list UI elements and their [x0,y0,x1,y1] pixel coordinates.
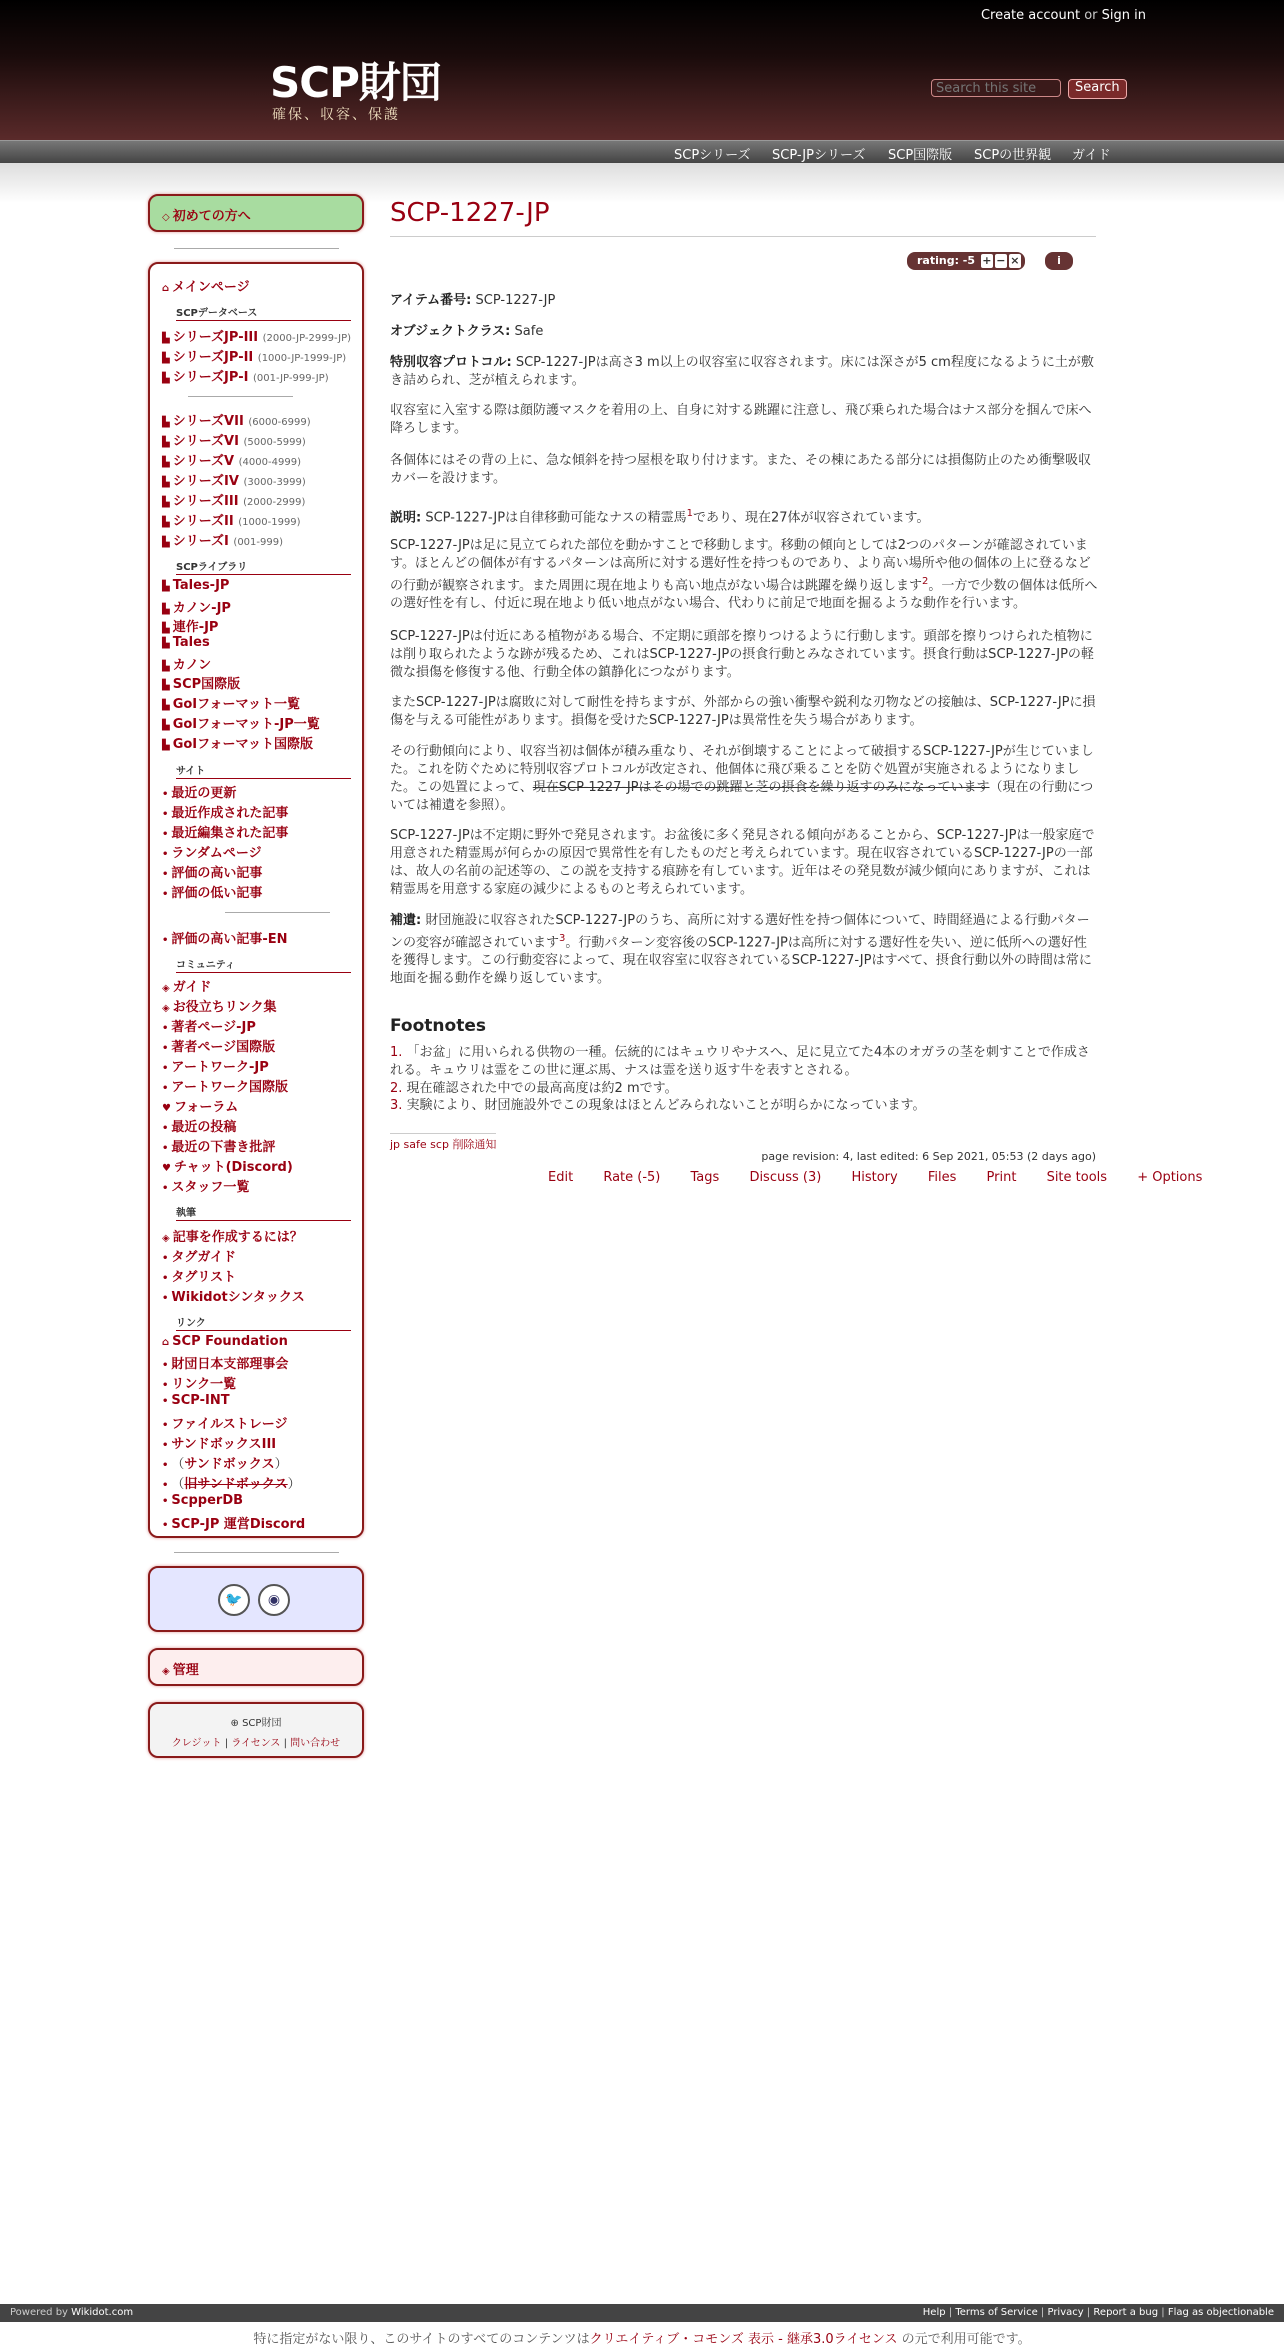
addendum: 補遺: 財団施設に収容されたSCP-1227-JPのうち、高所に対する選好性を持つ個体について、時間経過による行動パターンの変容が確認されています$^3$。行動パターン変容後のSCP-1227-JPは高所に対する選好性を失い、逆に低所への選好性を獲得します。この行動変容によって、現在収容室に収容されているSCP-1227-JPはすべて、摂食行動以外の時間は常に地面を掘る動作を繰り返しています。 [390,913,1092,987]
sign-in-link[interactable]: Sign in [1101,8,1146,23]
page-title: SCP-1227-JP [390,198,550,228]
sidebar-item-scp-int-link[interactable]: • SCP-INT [162,1393,230,1408]
sidebar-item-series-6[interactable]: ▙ シリーズVI (5000-5999) [162,434,306,449]
nav-scp-international[interactable]: SCP国際版 [888,148,953,163]
sidebar-item-guide[interactable]: ◈ ガイド [162,980,212,995]
sidebar-item-tag-guide[interactable]: • タグガイド [162,1250,237,1265]
report-bug-link[interactable]: Report a bug [1093,2307,1159,2318]
separator: | [283,1738,287,1749]
sidebar-item-lowest-rated[interactable]: • 評価の低い記事 [162,886,263,901]
rate-down-button[interactable]: − [996,254,1006,267]
sidebar-item-series-1[interactable]: ▙ シリーズI (001-999) [162,534,284,549]
rating-info-button[interactable]: i [1045,252,1073,270]
divider [174,248,339,249]
tags-button[interactable]: Tags [690,1170,720,1185]
first-time-box [148,194,364,232]
nav-guide[interactable]: ガイド [1072,148,1111,163]
tag-link[interactable]: 削除通知 [452,1138,497,1151]
sidebar-item-scpperdb[interactable]: • ScpperDB [162,1493,244,1508]
sidebar-item-tales[interactable]: ▙ Tales [162,635,210,650]
sidebar-item-scp-int[interactable]: ▙ SCP国際版 [162,677,241,692]
paragraph: またSCP-1227-JPは腐敗に対して耐性を持ちますが、外部からの強い衝撃や鋭利な刃物などの接触は、SCP-1227-JPに損傷を与える可能性があります。損傷を受けたSCP-1227-JPは異常性を失う場合があります。 [390,695,1096,728]
help-link[interactable]: Help [922,2307,946,2318]
item-number: アイテム番号: SCP-1227-JP [390,293,556,308]
sidebar-item-how-to-write[interactable]: ◈ 記事を作成するには？ [162,1230,303,1245]
sidebar-item-draft-critique[interactable]: • 最近の下書き批評 [162,1140,276,1155]
sidebar-footer-org: ⊕ SCP財団 [230,1718,282,1729]
footnote: 3. 実験により、財団施設外でこの現象はほとんどみられないことが明らかになっています。 [390,1098,926,1113]
tag-link[interactable]: scp [430,1138,449,1151]
tag-link[interactable]: safe [403,1138,427,1151]
contact-link[interactable]: 問い合わせ [290,1738,341,1749]
sidebar-item-recently-created[interactable]: • 最近作成された記事 [162,806,289,821]
nav-scp-jp-series[interactable]: SCP-JPシリーズ [772,148,866,163]
twitter-icon[interactable]: 🐦 [218,1584,250,1616]
nav-scp-world[interactable]: SCPの世界観 [974,148,1052,163]
page-revision-info: page revision: 4, last edited: 6 Sep 2021, 05:53 (2 days ago) [761,1150,1096,1163]
page-tags [390,1133,496,1152]
title-divider [390,236,1096,237]
object-class: オブジェクトクラス: Safe [390,324,544,339]
sidebar-item-forum[interactable]: ♥ フォーラム [162,1100,239,1115]
footnote: 2. 現在確認された中での最高高度は約2 mです。 [390,1081,678,1096]
license-link[interactable]: ライセンス [231,1738,281,1749]
nav-scp-series[interactable]: SCPシリーズ [674,148,751,163]
footnotes-heading: Footnotes [390,1016,486,1036]
rating-module [907,252,1025,270]
sidebar-item-series-jp[interactable]: ▙ 連作-JP [162,620,219,635]
edit-button[interactable]: Edit [548,1170,574,1185]
page-options-bar [548,1170,1228,1185]
section-heading-library: SCPライブラリ [176,558,351,575]
discord-icon[interactable]: ◉ [258,1584,290,1616]
description: 説明: SCP-1227-JPは自律移動可能なナスの精霊馬$^1$であり、現在27体が収容されています。 [390,508,930,526]
sidebar-item-recently-edited[interactable]: • 最近編集された記事 [162,826,289,841]
social-box [148,1566,364,1632]
sidebar-item-recent-changes[interactable]: • 最近の更新 [162,786,237,801]
section-heading-site: サイト [176,762,351,779]
terms-link[interactable]: Terms of Service [955,2307,1038,2318]
sidebar-item-first-time[interactable]: ◇ 初めての方へ [162,209,251,224]
divider [188,396,293,397]
wikidot-link[interactable]: Wikidot.com [71,2307,134,2318]
admin-box [148,1648,364,1686]
sidebar-item-admin[interactable]: ◈ 管理 [162,1663,199,1678]
sidebar-item-tag-list[interactable]: • タグリスト [162,1270,237,1285]
create-account-link[interactable]: Create account [980,8,1081,23]
files-button[interactable]: Files [927,1170,957,1185]
footnote-backlink-3[interactable]: 3. [390,1098,403,1113]
sidebar-item-recent-posts[interactable]: • 最近の投稿 [162,1120,237,1135]
sidebar-item-scp-foundation[interactable]: ⌂ SCP Foundation [162,1334,288,1349]
sidebar-item-series-4[interactable]: ▙ シリーズIV (3000-3999) [162,474,306,489]
sidebar-footer-links [150,1734,362,1749]
sidebar-item-useful-links[interactable]: ◈ お役立ちリンク集 [162,1000,277,1015]
sidebar-item-jp-series-2[interactable]: ▙ シリーズJP-II (1000-JP-1999-JP) [162,350,347,365]
sidebar-menu [148,262,364,1538]
rate-up-button[interactable]: + [982,254,992,267]
license-notice: 特に指定がない限り、このサイトのすべてのコンテンツはクリエイティブ・コモンズ 表示 - 継承3.0ライセンス の元で利用可能です。 [253,2332,1031,2347]
tag-link[interactable]: jp [390,1138,401,1151]
site-logo[interactable]: SCP財団 [270,58,441,107]
sidebar-item-main-page[interactable]: ⌂ メインページ [162,280,250,295]
sidebar-item-canon-jp[interactable]: ▙ カノン-JP [162,601,231,616]
sidebar-item-tales-jp[interactable]: ▙ Tales-JP [162,578,230,593]
paragraph: SCP-1227-JPは足に見立てられた部位を動かすことで移動します。移動の傾向としては2つのパターンが確認されています。ほとんどの個体が有するパターンは高所に対する選好性を持つものであり、より高い場所や他の個体の上に登るなどの行動が観察されます。また周囲に現在地よりも高い地点がない場合は跳躍を繰り返します$^2$。一方で少数の個体は低所への選好性を有し、付近に現在地より低い地点がない場合、代わりに前足で地面を掘るような動作を行います。 [390,538,1098,612]
sidebar-item-wikidot-syntax[interactable]: • Wikidotシンタックス [162,1290,305,1305]
sidebar-item-staff-list[interactable]: • スタッフ一覧 [162,1180,250,1195]
sidebar-item-series-7[interactable]: ▙ シリーズVII (6000-6999) [162,414,311,429]
sidebar-item-canon[interactable]: ▙ カノン [162,658,212,673]
paragraph: 収容室に入室する際は顔防護マスクを着用の上、自身に対する跳躍に注意し、飛び乗られた場合はナス部分を掴んで床へ降ろします。 [390,403,1092,436]
search-input[interactable] [931,79,1061,97]
sidebar-item-goi-jp-list[interactable]: ▙ GoIフォーマット-JP一覧 [162,717,320,732]
rate-cancel-button[interactable]: × [1010,254,1020,267]
sidebar-item-sandbox-3[interactable]: • サンドボックスIII [162,1437,277,1452]
footer-links: Help | Terms of Service | Privacy | Report a bug | Flag as objectionable [922,2307,1274,2318]
rate-button[interactable]: Rate (-5) [603,1170,661,1185]
privacy-link[interactable]: Privacy [1047,2307,1084,2318]
sidebar-item-author-int[interactable]: • 著者ページ国際版 [162,1040,276,1055]
rating-value: rating: -5 [917,254,976,267]
section-heading-community: コミュニティ [176,956,351,973]
options-button[interactable]: + Options [1137,1170,1203,1185]
sidebar-item-jp-discord[interactable]: • SCP-JP 運営Discord [162,1517,306,1532]
divider [225,912,330,913]
or-text: or [1084,8,1098,23]
section-heading-writing: 執筆 [176,1204,351,1221]
sidebar-item-old-sandbox[interactable]: • （旧サンドボックス） [162,1477,301,1492]
site-tools-button[interactable]: Site tools [1046,1170,1108,1185]
sidebar-item-artwork-jp[interactable]: • アートワーク-JP [162,1060,269,1075]
flag-link[interactable]: Flag as objectionable [1167,2307,1274,2318]
history-button[interactable]: History [851,1170,898,1185]
search-button[interactable]: Search [1068,79,1127,99]
sidebar-item-jp-board[interactable]: • 財団日本支部理事会 [162,1357,289,1372]
site-header [0,0,1284,140]
powered-by: Powered by Wikidot.com [10,2307,134,2318]
account-links [981,8,1146,23]
footnote-ref-3[interactable]: 3 [559,933,566,944]
containment-procedures: 特別収容プロトコル: SCP-1227-JPは高さ3 m以上の収容室に収容されます。床には深さが5 cm程度になるように土が敷き詰められ、芝が植えられます。 [390,355,1094,388]
divider [174,1552,339,1553]
footnote-backlink-1[interactable]: 1. [390,1045,403,1060]
paragraph: SCP-1227-JPは付近にある植物がある場合、不定期に頭部を擦りつけるように行動します。頭部を擦りつけられた植物には削り取られたような跡が残るため、これはSCP-1227-JPの摂食行動とみなされています。摂食行動はSCP-1227-JPの軽微な損傷を修復する他、行動全体の鎮静化につながります。 [390,629,1094,680]
paragraph: SCP-1227-JPは不定期に野外で発見されます。お盆後に多く発見される傾向があることから、SCP-1227-JPは一般家庭で用意された精霊馬が何らかの原因で異常性を有したものだと考えられています。現在収容されているSCP-1227-JPの一部は、故人の名前の記述等の、この説を支持する痕跡を有しています。近年はその発見数が減少傾向にありますが、これは精霊馬を用意する家庭の減少によるものと考えられています。 [390,828,1095,897]
sidebar-item-goi-int[interactable]: ▙ GoIフォーマット国際版 [162,737,313,752]
separator: | [224,1738,229,1749]
sidebar-item-chat-discord[interactable]: ♥ チャット(Discord) [162,1160,293,1175]
sidebar-item-random-page[interactable]: • ランダムページ [162,846,262,861]
footnote: 1. 「お盆」に用いられる供物の一種。伝統的にはキュウリやナスへ、足に見立てた4本のオガラの茎を刺すことで作成される。キュウリは霊をこの世に運ぶ馬、ナスは霊を送り返す牛を表すとされる。 [390,1045,1090,1078]
sidebar-item-link-list[interactable]: • リンク一覧 [162,1377,237,1392]
top-nav [0,140,1284,163]
sidebar-item-author-jp[interactable]: • 著者ページ-JP [162,1020,256,1035]
print-button[interactable]: Print [986,1170,1017,1185]
footnote-backlink-2[interactable]: 2. [390,1081,403,1096]
paragraph: 各個体にはその背の上に、急な傾斜を持つ屋根を取り付けます。また、その棟にあたる部分には損傷防止のため衝撃吸収カバーを設けます。 [390,453,1091,486]
sidebar-item-series-2[interactable]: ▙ シリーズII (1000-1999) [162,514,301,529]
sidebar-item-top-rated[interactable]: • 評価の高い記事 [162,866,263,881]
footnote-ref-2[interactable]: 2 [921,576,929,587]
credit-link[interactable]: クレジット [171,1738,222,1749]
sidebar-item-jp-series-1[interactable]: ▙ シリーズJP-I (001-JP-999-JP) [162,370,329,385]
sidebar-item-file-storage[interactable]: • ファイルストレージ [162,1417,288,1432]
sidebar-item-top-rated-en[interactable]: • 評価の高い記事-EN [162,932,288,947]
site-tagline: 確保、収容、保護 [272,107,400,123]
sidebar-item-series-5[interactable]: ▙ シリーズV (4000-4999) [162,454,301,469]
sidebar-footer [148,1702,364,1758]
cc-license-link[interactable]: クリエイティブ・コモンズ 表示 - 継承3.0ライセンス [589,2332,898,2347]
discuss-button[interactable]: Discuss (3) [749,1170,822,1185]
sidebar-item-sandbox[interactable]: • （サンドボックス） [162,1457,288,1472]
footnote-ref-1[interactable]: 1 [686,508,693,519]
sidebar-item-goi-list[interactable]: ▙ GoIフォーマット一覧 [162,697,300,712]
paragraph: その行動傾向により、収容当初は個体が積み重なり、それが倒壊することによって破損するSCP-1227-JPが生じていました。これを防ぐために特別収容プロトコルが改定され、他個体に飛び乗ることを防ぐ処置が実施されるようになりました。この処置によって、現在SCP-1227-JPはその場での跳躍と芝の摂食を繰り返すのみになっています（現在の行動については補遺を参照）。 [390,744,1094,813]
site-footer [0,2304,1284,2322]
section-heading-database: SCPデータベース [176,304,351,321]
sidebar-item-jp-series-3[interactable]: ▙ シリーズJP-III (2000-JP-2999-JP) [162,330,352,345]
sidebar-item-artwork-int[interactable]: • アートワーク国際版 [162,1080,289,1095]
section-heading-links: リンク [176,1314,351,1331]
sidebar-item-series-3[interactable]: ▙ シリーズIII (2000-2999) [162,494,306,509]
